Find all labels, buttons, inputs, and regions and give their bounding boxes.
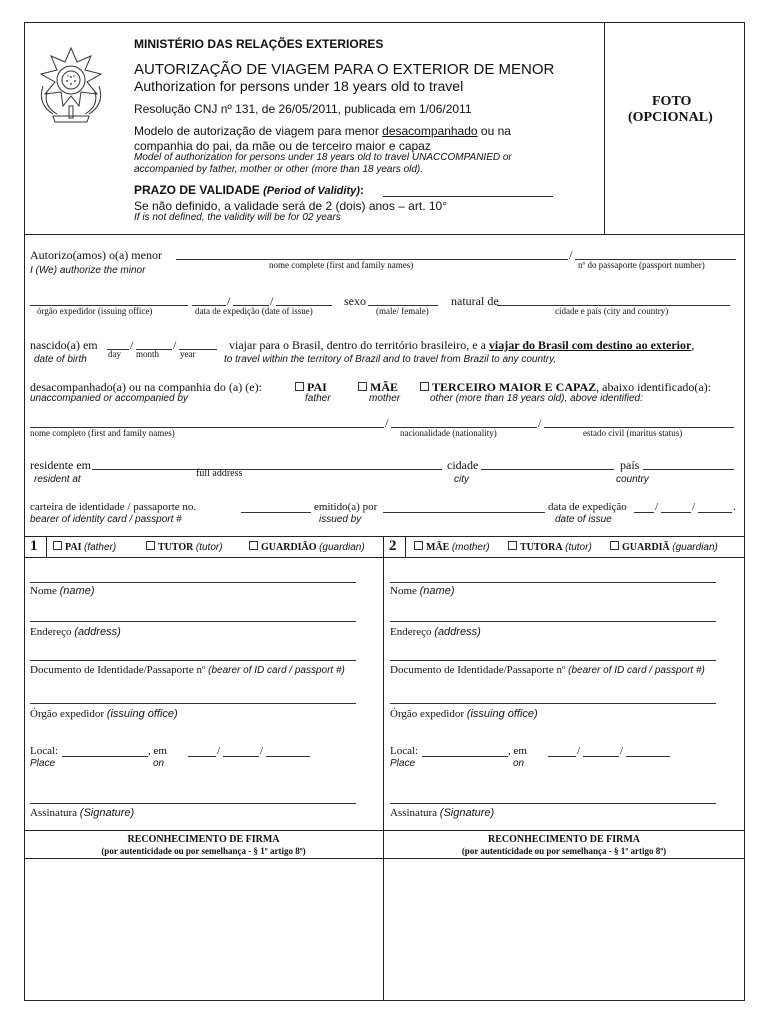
travel-statement-pt: viajar para o Brasil, dentro do território brasileiro, e a	[229, 338, 489, 352]
guardian-2-address-label-pt: Endereço	[390, 626, 432, 638]
photo-label: FOTO	[652, 94, 692, 109]
guardian-1-address-label-pt: Endereço	[30, 626, 72, 638]
guardian-1-id-document-label-pt: Documento de Identidade/Passaporte nº	[30, 664, 206, 676]
authorize-label-en: I (We) authorize the minor	[30, 265, 146, 276]
country-label: país	[620, 458, 640, 472]
issued-by-label: emitido(a) por	[314, 501, 378, 513]
guardian-1-name-field[interactable]	[30, 582, 356, 583]
frame-bottom	[24, 1000, 745, 1001]
guardian-2-guardian-label-en: (guardian)	[672, 542, 718, 553]
guardian-1-tutor-label: TUTOR	[158, 542, 194, 553]
guardian-2-name-label-pt: Nome	[390, 585, 417, 597]
guardian-1-id-document-label	[30, 664, 345, 676]
frame-top	[24, 22, 745, 23]
natural-label: natural de	[451, 294, 499, 308]
guardian-1-address-label-en: (address)	[74, 626, 121, 638]
guardian-2-address-field[interactable]	[390, 621, 716, 622]
form-title-pt: AUTORIZAÇÃO DE VIAGEM PARA O EXTERIOR DE MENOR	[134, 61, 555, 78]
guardian-1-date-slash-2: /	[260, 745, 264, 757]
guardian-2-guardian-checkbox[interactable]	[610, 541, 619, 550]
notary-header-bottom	[24, 858, 745, 859]
minor-slash-2: /	[227, 294, 231, 308]
guardian-1-issuing-office-field[interactable]	[30, 703, 356, 704]
birth-year-hint: year	[180, 349, 196, 359]
travel-statement-en: to travel within the territory of Brazil and to travel from Brazil to any country,	[224, 354, 557, 365]
model-text-pt-1a: Modelo de autorização de viagem para menor	[134, 124, 383, 138]
guardian-1-issuing-office-label-pt: Órgão expedidor	[30, 708, 105, 720]
guardian-2-tutor-label-en: (tutor)	[565, 542, 592, 553]
sex-hint: (male/ female)	[376, 306, 429, 316]
notary-top	[24, 830, 745, 831]
minor-passport-hint: nº do passaporte (passport number)	[578, 260, 705, 270]
notary-title-1: RECONHECIMENTO DE FIRMA	[127, 834, 280, 845]
model-text-en-1: Model of authorization for persons under 18 years old to travel UNACCOMPANIED or	[134, 152, 512, 163]
guardian-2-name-field[interactable]	[390, 582, 716, 583]
guardian-2-name-label-en: (name)	[419, 585, 455, 597]
guardian-1-issuing-office-label	[30, 708, 178, 720]
header-divider	[24, 234, 745, 235]
guardian-2-place-label: Local:	[390, 745, 419, 757]
guardian-2-tutor-checkbox[interactable]	[508, 541, 517, 550]
model-text-unaccompanied: desacompanhado	[382, 124, 478, 138]
coat-of-arms-icon	[33, 44, 109, 128]
guardian-grid-top	[24, 536, 745, 537]
guardian-2-guardian-label: GUARDIÃ	[622, 542, 670, 553]
resolution-line: Resolução CNJ nº 131, de 26/05/2011, publicada em 1/06/2011	[134, 102, 472, 116]
validity-label-line	[134, 183, 364, 197]
frame-right	[744, 22, 745, 1001]
validity-note-en: If is not defined, the validity will be for 02 years	[134, 212, 341, 223]
guardian-1-father-checkbox[interactable]	[53, 541, 62, 550]
notary-title-2: RECONHECIMENTO DE FIRMA	[487, 834, 641, 845]
companion-city-field[interactable]	[481, 469, 614, 470]
resident-label: residente em	[30, 458, 91, 472]
guardian-1-signature-field[interactable]	[30, 803, 356, 804]
guardian-2-mother-label: MÃE	[426, 542, 450, 553]
companion-issue-month-field[interactable]	[661, 512, 691, 513]
companion-civil-status-hint: estado civil (maritus status)	[583, 428, 683, 438]
minor-name-hint: nome complete (first and family names)	[269, 260, 414, 270]
companion-address-field[interactable]	[92, 469, 442, 470]
father-option-label: PAI	[307, 380, 327, 394]
sex-label: sexo	[344, 294, 366, 308]
companion-name-hint: nome completo (first and family names)	[30, 428, 175, 438]
guardian-2-signature-label-en: (Signature)	[439, 807, 495, 819]
address-hint: full address	[196, 468, 243, 479]
minor-slash-1: /	[569, 248, 573, 262]
photo-box-left	[604, 22, 605, 235]
companion-nationality-hint: nacionalidade (nationality)	[400, 428, 497, 438]
guardian-1-tutor-option[interactable]	[146, 541, 223, 553]
guardian-1-guardian-label: GUARDIÃO	[261, 542, 317, 553]
guardian-2-issuing-office-label-en: (issuing office)	[466, 708, 538, 720]
city-label: cidade	[447, 458, 479, 472]
guardian-1-place-label: Local:	[30, 745, 59, 757]
guardian-2-tutor-label: TUTORA	[520, 542, 563, 553]
companion-slash-2: /	[538, 416, 542, 430]
father-checkbox[interactable]	[295, 382, 304, 391]
guardian-1-name-label-en: (name)	[59, 585, 95, 597]
guardian-1-day-field[interactable]	[188, 756, 216, 757]
guardian-1-address-field[interactable]	[30, 621, 356, 622]
id-card-label-en: bearer of identity card / passport #	[30, 514, 182, 525]
companion-id-number-field[interactable]	[241, 512, 311, 513]
companion-issue-day-field[interactable]	[634, 512, 654, 513]
guardian-2-id-document-label-en: (bearer of ID card / passport #)	[568, 665, 705, 676]
guardian-2-number-divider	[405, 536, 406, 558]
third-party-suffix: , abaixo identificado(a):	[596, 380, 712, 394]
validity-field[interactable]	[383, 196, 553, 197]
mother-label-en: mother	[369, 393, 401, 404]
model-text-pt-1c: ou na	[477, 124, 511, 138]
date-issue-hint: data de expedição (date of issue)	[195, 306, 313, 316]
guardian-2-issuing-office-label	[390, 708, 538, 720]
third-party-label-en: other (more than 18 years old), above identified:	[430, 393, 643, 404]
guardian-1-father-label-en: (father)	[83, 542, 117, 553]
guardian-1-place-label-en: Place	[30, 758, 56, 769]
travel-statement	[229, 338, 694, 353]
guardian-2-place-label-en: Place	[390, 758, 416, 769]
model-text-pt-1	[134, 124, 511, 138]
travel-abroad-emphasis: viajar do Brasil com destino ao exterior	[488, 338, 692, 352]
guardian-1-tutor-checkbox[interactable]	[146, 541, 155, 550]
guardian-2-year-field[interactable]	[626, 756, 670, 757]
guardian-2-date-label: , em	[508, 745, 527, 757]
validity-colon: :	[359, 183, 364, 197]
guardian-1-number: 1	[30, 538, 38, 554]
guardian-2-month-field[interactable]	[583, 756, 619, 757]
guardian-1-date-label: , em	[148, 745, 167, 757]
guardian-2-id-document-field[interactable]	[390, 660, 716, 661]
minor-slash-3: /	[270, 294, 274, 308]
guardian-2-date-label-en: on	[513, 758, 525, 769]
guardian-2-signature-label	[390, 807, 494, 819]
guardian-1-id-document-field[interactable]	[30, 660, 356, 661]
guardian-1-name-label	[30, 585, 94, 597]
birth-slash-1: /	[130, 338, 134, 352]
mother-option-label: MÃE	[370, 380, 398, 394]
born-label: nascido(a) em	[30, 338, 98, 352]
companion-label: desacompanhado(a) ou na companhia do (a) (e):	[30, 380, 262, 394]
notary-subtitle-1: (por autenticidade ou por semelhança - § 1º artigo 8º)	[101, 846, 306, 856]
guardian-column-divider	[383, 536, 384, 1001]
guardian-1-signature-label-en: (Signature)	[79, 807, 135, 819]
birthplace-hint: cidade e país (city and country)	[555, 306, 669, 316]
guardian-1-number-divider	[46, 536, 47, 558]
guardian-1-date-slash-1: /	[217, 745, 221, 757]
guardian-1-address-label	[30, 626, 121, 638]
guardian-2-signature-label-pt: Assinatura	[390, 807, 438, 819]
guardian-2-issuing-office-label-pt: Órgão expedidor	[390, 708, 465, 720]
guardian-1-guardian-checkbox[interactable]	[249, 541, 258, 550]
issue-slash-2: /	[692, 501, 696, 513]
id-card-label: carteira de identidade / passaporte no.	[30, 501, 197, 513]
guardian-2-id-document-label	[390, 664, 705, 676]
guardian-1-place-field[interactable]	[62, 756, 148, 757]
model-text-pt-2: companhia do pai, da mãe ou de terceiro maior e capaz	[134, 139, 431, 153]
guardian-header-bottom	[24, 557, 745, 558]
companion-issued-by-field[interactable]	[383, 512, 545, 513]
guardian-1-signature-label	[30, 807, 134, 819]
guardian-1-signature-label-pt: Assinatura	[30, 807, 78, 819]
date-issue-label: data de expedição	[548, 501, 627, 513]
guardian-2-signature-field[interactable]	[390, 803, 716, 804]
third-party-option-label: TERCEIRO MAIOR E CAPAZ	[432, 380, 597, 394]
guardian-2-place-field[interactable]	[422, 756, 508, 757]
guardian-2-name-label	[390, 585, 454, 597]
resident-label-en: resident at	[34, 474, 81, 485]
guardian-2-address-label-en: (address)	[434, 626, 481, 638]
city-label-en: city	[454, 474, 469, 485]
issue-date-period: .	[733, 501, 736, 513]
country-label-en: country	[616, 474, 649, 485]
guardian-2-day-field[interactable]	[548, 756, 576, 757]
guardian-2-tutor-option[interactable]	[508, 541, 592, 553]
guardian-1-father-option[interactable]	[53, 541, 116, 553]
birth-slash-2: /	[173, 338, 177, 352]
model-text-en-2: accompanied by father, mother or other (more than 18 years old).	[134, 164, 424, 175]
companion-label-en: unaccompanied or accompanied by	[30, 393, 188, 404]
date-issue-label-en: date of issue	[555, 514, 612, 525]
guardian-1-year-field[interactable]	[266, 756, 310, 757]
guardian-2-date-slash-2: /	[620, 745, 624, 757]
photo-optional-label: (OPCIONAL)	[628, 110, 713, 125]
guardian-2-issuing-office-field[interactable]	[390, 703, 716, 704]
guardian-1-tutor-label-en: (tutor)	[195, 542, 223, 553]
guardian-2-mother-option[interactable]	[414, 541, 490, 553]
travel-comma: ,	[691, 338, 695, 352]
guardian-2-mother-checkbox[interactable]	[414, 541, 423, 550]
guardian-1-guardian-option[interactable]	[249, 541, 365, 553]
validity-label-en: (Period of Validity)	[263, 185, 360, 197]
companion-slash-1: /	[385, 416, 389, 430]
issued-by-label-en: issued by	[319, 514, 362, 525]
companion-country-field[interactable]	[643, 469, 734, 470]
third-party-checkbox[interactable]	[420, 382, 429, 391]
father-label-en: father	[305, 393, 331, 404]
guardian-2-number: 2	[389, 538, 397, 554]
guardian-1-issuing-office-label-en: (issuing office)	[106, 708, 178, 720]
guardian-1-name-label-pt: Nome	[30, 585, 57, 597]
notary-stamp-area-1[interactable]	[26, 860, 382, 998]
guardian-2-guardian-option[interactable]	[610, 541, 718, 553]
guardian-2-date-slash-1: /	[577, 745, 581, 757]
issuing-office-hint: órgão expedidor (issuing office)	[37, 306, 153, 316]
guardian-1-id-document-label-en: (bearer of ID card / passport #)	[208, 665, 345, 676]
guardian-2-id-document-label-pt: Documento de Identidade/Passaporte nº	[390, 664, 566, 676]
notary-subtitle-2: (por autenticidade ou por semelhança - § 1º artigo 8º)	[461, 846, 667, 856]
companion-issue-year-field[interactable]	[698, 512, 732, 513]
form-title-en: Authorization for persons under 18 years old to travel	[134, 78, 464, 94]
mother-checkbox[interactable]	[358, 382, 367, 391]
guardian-2-address-label	[390, 626, 481, 638]
authorize-label: Autorizo(amos) o(a) menor	[30, 248, 162, 262]
guardian-1-guardian-label-en: (guardian)	[319, 542, 365, 553]
guardian-1-father-label: PAI	[65, 542, 82, 553]
guardian-2-mother-label-en: (mother)	[451, 542, 490, 553]
notary-stamp-area-2[interactable]	[385, 860, 743, 998]
born-label-en: date of birth	[34, 354, 87, 365]
birth-month-hint: month	[136, 349, 160, 359]
birth-day-hint: day	[108, 349, 121, 359]
validity-label: PRAZO DE VALIDADE	[134, 183, 260, 197]
guardian-1-date-label-en: on	[153, 758, 165, 769]
ministry-title: MINISTÉRIO DAS RELAÇÕES EXTERIORES	[134, 37, 384, 51]
validity-note-pt: Se não definido, a validade será de 2 (dois) anos – art. 10°	[134, 199, 448, 213]
guardian-1-month-field[interactable]	[223, 756, 259, 757]
issue-slash-1: /	[655, 501, 659, 513]
